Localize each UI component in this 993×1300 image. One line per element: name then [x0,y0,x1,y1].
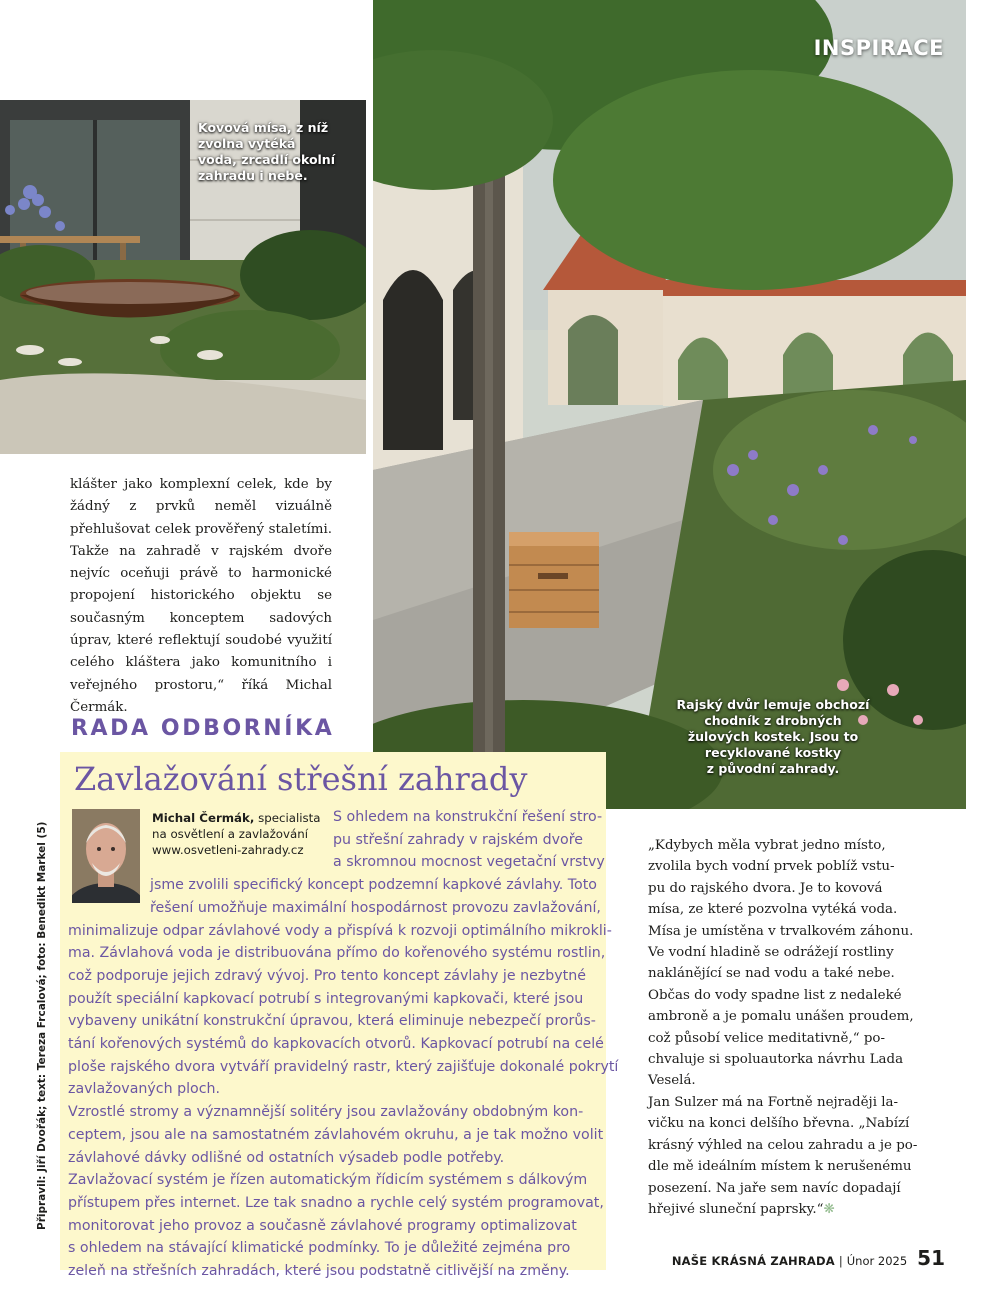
body-line-final-text: hřejivé sluneční paprsky.“ [648,1201,824,1217]
magazine-name: NAŠE KRÁSNÁ ZAHRADA [671,1254,835,1268]
advice-line: přístupem přes internet. Lze tak snadno a rychle celý systém programovat, [68,1194,604,1211]
advice-line: vybaveny unikátní konstrukční úpravou, která eliminuje nebezpečí prorůs- [68,1013,596,1030]
advice-line: s ohledem na stávající klimatické podmínky. To je důležité zejména pro [68,1240,571,1257]
advice-line: a skromnou mocnost vegetační vrstvy [333,854,605,871]
photo-metal-bowl [0,100,366,454]
advice-line: což podporuje jejich zdravý vývoj. Pro tento koncept závlahy je nezbytné [68,967,586,984]
advice-box-title: Zavlažování střešní zahrady [74,760,528,798]
issue-date: Únor 2025 [846,1254,908,1268]
advice-line: zavlažovaných ploch. [68,1081,221,1098]
footer-separator: | [838,1254,843,1268]
caption-line: Rajský dvůr lemuje obchozí [676,697,870,712]
body-line: krásný výhled na celou zahradu a je po- [648,1137,918,1153]
advice-line: Vzrostlé stromy a významnější solitéry jsou zavlažovány obdobným kon- [68,1104,584,1121]
caption-line: z původní zahrady. [706,761,840,776]
advice-line: zeleň na střešních zahradách, které jsou podstatně citlivější na změny. [68,1263,570,1280]
advice-line: řešení umožňuje maximální hospodárnost provozu zavlažování, [150,899,601,916]
body-line: mísa, ze které pozvolna vytéká voda. [648,902,898,918]
section-tag: INSPIRACE [813,36,944,60]
body-line: chvaluje si spoluautorka návrhu Lada [648,1052,904,1068]
body-line: „Kdybych měla vybrat jedno místo, [648,838,886,853]
body-line: ambroně a je pomalu unášen proudem, [648,1009,914,1025]
article-body-right [648,835,918,1220]
advice-line: Zavlažovací systém je řízen automatickým řídicím systémem s dálkovým [68,1172,588,1189]
caption-line: voda, zrcadlí okolní [198,152,335,167]
advice-line: ploše rajského dvora vytváří pravidelný rastr, který zajišťuje dokonalé pokrytí [68,1058,619,1075]
body-line: což působí velice meditativně,“ po- [648,1030,885,1046]
page-footer [672,1246,945,1270]
photo-right-caption [673,697,873,777]
advice-line: použít speciální kapkovací potrubí s integrovanými kapkovači, které jsou [68,990,584,1007]
body-line: dle mě ideálním místem k nerušenému [648,1159,912,1175]
advice-line: ma. Závlahová voda je distribuována přímo do kořenového systému rostlin, [68,945,606,962]
caption-line: zahradu i nebe. [198,168,308,183]
author-website[interactable]: www.osvetleni-zahrady.cz [152,843,304,857]
advice-line: závlahové dávky odlišné od ostatních výsadeb podle potřeby. [68,1149,505,1166]
photo-cloister-courtyard [373,0,966,809]
body-line: vičku na konci delšího břevna. „Nabízí [648,1116,910,1132]
photo-credit: Připravil: Jiří Dvořák; text: Tereza Frcalová; foto: Benedikt Markel (5) [36,821,48,1230]
advice-line: minimalizuje odpar závlahové vody a přispívá k rozvoji optimálního mikrokli- [68,922,612,939]
author-role-2: na osvětlení a zavlažování [152,827,308,841]
body-line: pu do rajského dvora. Je to kovová [648,880,883,896]
body-line: naklánějící se nad vodu a také nebe. [648,966,895,982]
caption-line: Kovová mísa, z níž [198,120,329,135]
body-line: Mísa je umístěna v trvalkovém záhonu. [648,923,914,939]
photo-left-caption [198,120,358,184]
caption-line: žulových kostek. Jsou to [687,729,859,744]
advice-line: ceptem, jsou ale na samostatném závlahovém okruhu, a je tak možno volit [68,1126,604,1143]
caption-line: zvolna vytéká [198,136,296,151]
courtyard-illustration [373,0,966,809]
advice-line: S ohledem na konstrukční řešení stro- [333,809,603,825]
article-body-left: klášter jako komplexní celek, kde by žádný z prvků neměl vizuálně přehlušovat celek prověřený staletími. Takže na zahradě v rajském dvoře nejvíc oceňuji právě to harmonické propojení historického objektu se současným konceptem sadových úprav, které reflektují soudobé využití celého kláštera jako komunitního i veřejného prostoru,“ říká Michal Čermák. [70,477,332,715]
page-number: 51 [917,1246,945,1270]
author-role-1: specialista [258,811,321,825]
advice-box [60,752,619,1280]
flower-end-mark-icon: ❋ [823,1201,835,1217]
body-line: Jan Sulzer má na Fortně nejraději la- [648,1094,899,1110]
body-line: Ve vodní hladině se odrážejí rostliny [648,945,894,961]
advice-heading: RADA ODBORNÍKA [71,716,335,741]
advice-line: tání kořenových systémů do kapkovacích otvorů. Kapkovací potrubí na celé [68,1036,604,1053]
body-line: zvolila bych vodní prvek poblíž vstu- [648,859,895,875]
body-line: Občas do vody spadne list z nedaleké [648,987,902,1003]
advice-line: jsme zvolili specifický koncept podzemní kapkové závlahy. Toto [150,877,597,894]
advice-line: monitorovat jeho provoz a současně závlahové programy optimalizovat [68,1217,577,1234]
body-line-final [648,1199,912,1220]
body-line: Veselá. [648,1073,696,1089]
caption-line: recyklované kostky [704,745,842,760]
author-name: Michal Čermák, [152,811,255,825]
body-line: posezení. Na jaře sem navíc dopadají [648,1180,901,1196]
advice-box-text [68,806,619,1283]
caption-line: chodník z drobných [704,713,842,728]
advice-line: pu střešní zahrady v rajském dvoře [333,831,583,848]
